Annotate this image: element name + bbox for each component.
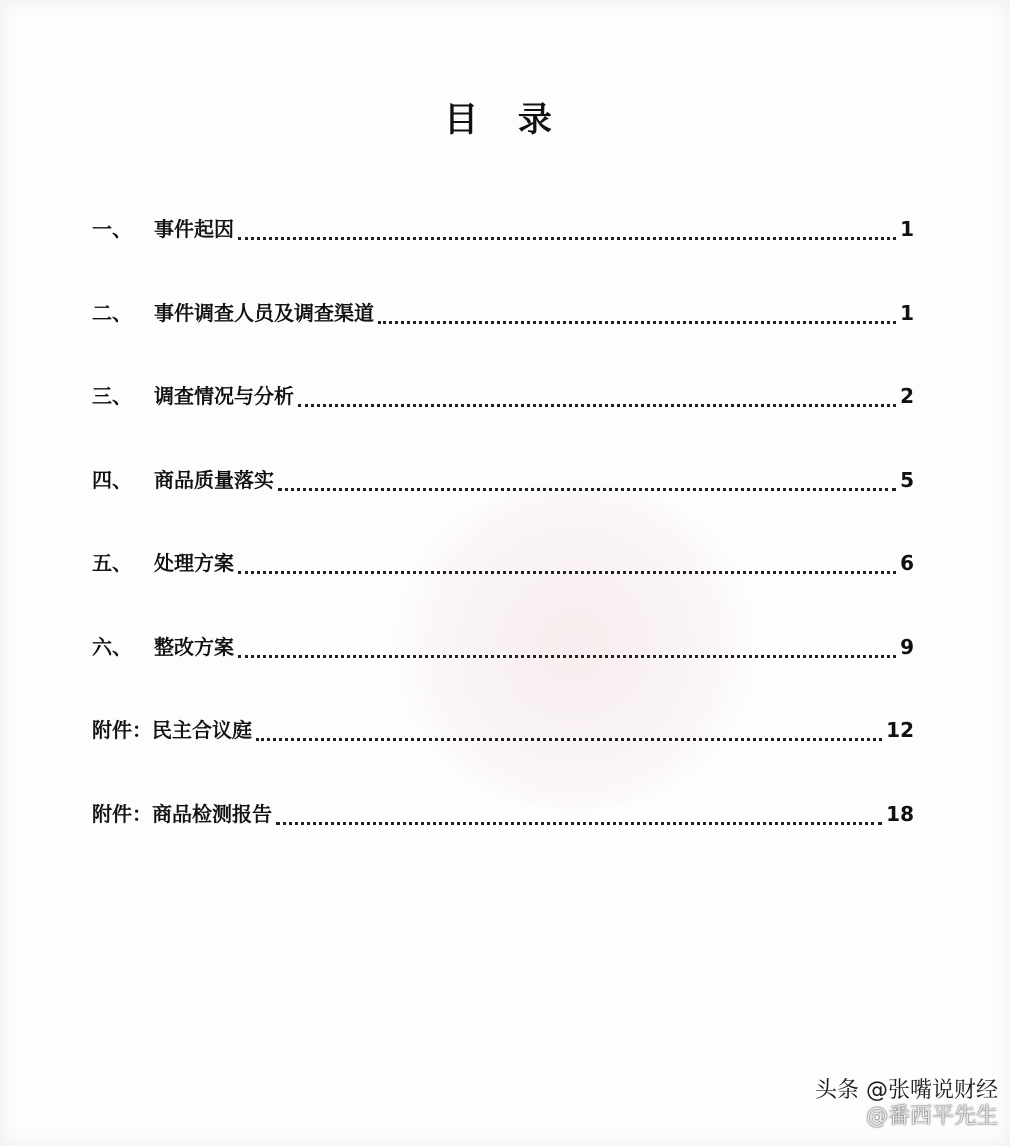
toc-entry-number: 附件： — [92, 718, 152, 742]
toc-entry-page: 1 — [900, 300, 914, 325]
toc-entry-number: 一、 — [92, 217, 132, 241]
toc-entry-number: 五、 — [92, 551, 132, 575]
toc-entry — [92, 540, 914, 586]
toc-entry-number: 六、 — [92, 634, 132, 659]
toc-entry-title: 处理方案 — [154, 551, 234, 575]
toc-entry-number: 四、 — [92, 467, 132, 492]
toc-entry-title: 民主合议庭 — [152, 718, 252, 742]
toc-entry — [92, 791, 914, 837]
dot-leader — [238, 237, 896, 240]
toc-entry-number: 附件： — [92, 801, 152, 826]
watermark-line-2: @番西平先生 — [865, 1104, 998, 1129]
toc-entry — [92, 707, 914, 753]
toc-entry-page: 5 — [900, 467, 914, 492]
toc-entry-page: 12 — [886, 718, 914, 742]
toc-entry-title: 整改方案 — [154, 634, 234, 659]
dot-leader — [298, 404, 896, 407]
toc-entry-title: 调查情况与分析 — [154, 384, 294, 408]
toc-entry-title: 事件起因 — [154, 217, 234, 241]
dot-leader — [378, 321, 896, 324]
table-of-contents — [92, 206, 914, 874]
watermark-line-1: 头条 @张嘴说财经 — [815, 1078, 998, 1103]
toc-entry-page: 2 — [900, 384, 914, 408]
toc-entry-page: 1 — [900, 217, 914, 241]
dot-leader — [238, 655, 896, 658]
toc-entry — [92, 457, 914, 503]
toc-entry-number: 二、 — [92, 300, 132, 325]
dot-leader — [256, 738, 882, 741]
dot-leader — [276, 822, 882, 825]
toc-entry — [92, 624, 914, 670]
toc-entry — [92, 290, 914, 336]
dot-leader — [278, 488, 896, 491]
toc-entry-title: 商品检测报告 — [152, 801, 272, 826]
toc-entry-title: 事件调查人员及调查渠道 — [154, 300, 374, 325]
toc-entry-number: 三、 — [92, 384, 132, 408]
toc-entry-title: 商品质量落实 — [154, 467, 274, 492]
watermark — [815, 1078, 998, 1130]
toc-entry-page: 9 — [900, 634, 914, 659]
dot-leader — [238, 571, 896, 574]
toc-entry-page: 6 — [900, 551, 914, 575]
toc-entry-page: 18 — [886, 801, 914, 826]
toc-entry — [92, 206, 914, 252]
toc-title: 目 录 — [444, 100, 566, 140]
toc-entry — [92, 373, 914, 419]
